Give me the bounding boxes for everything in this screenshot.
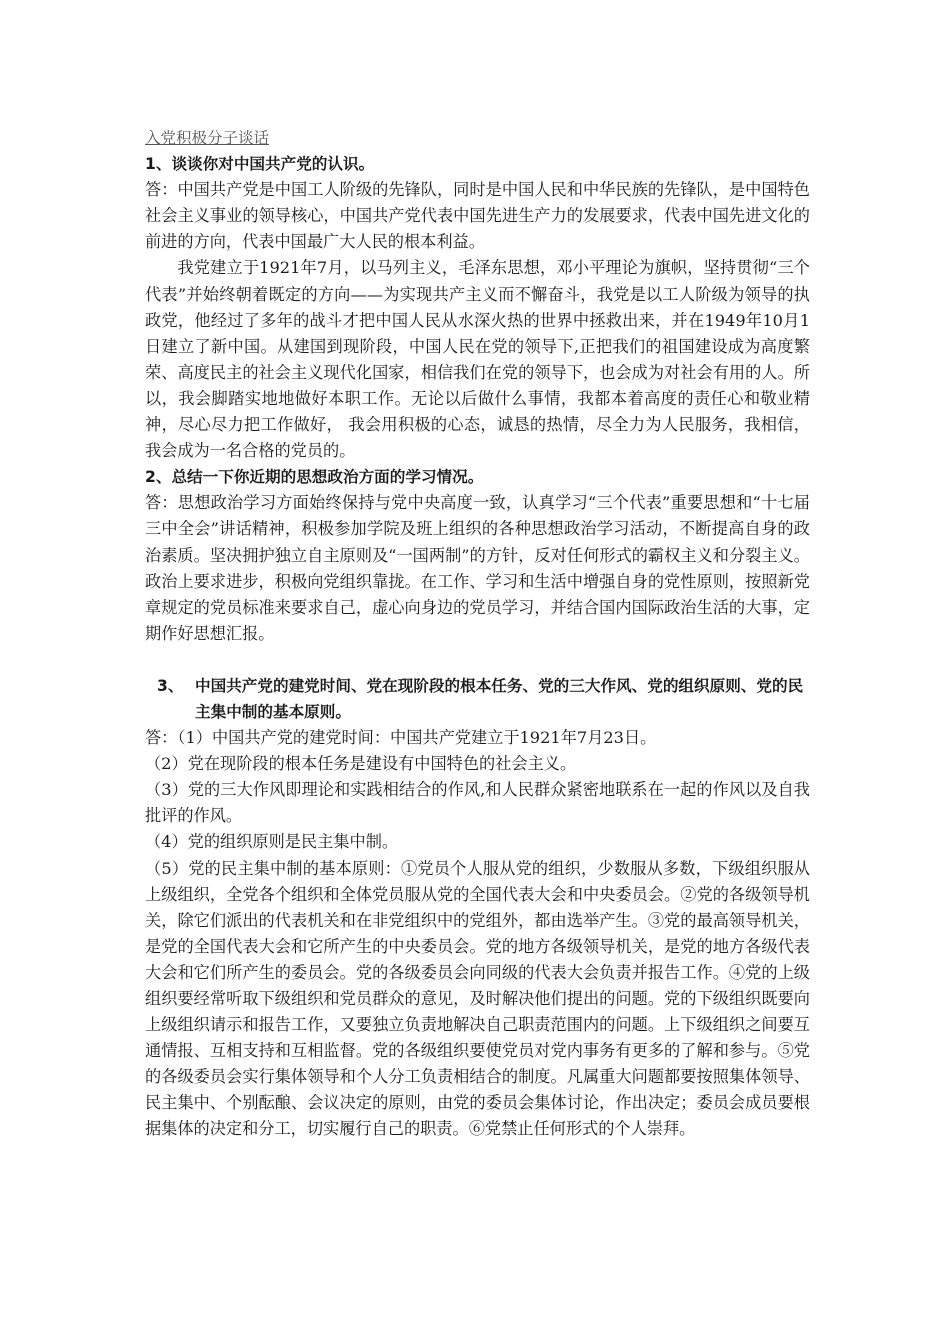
- document-page: [145, 125, 810, 1143]
- document-title: 入党积极分子谈话: [145, 129, 270, 147]
- question-3-number: 3、: [157, 676, 184, 695]
- question-3-heading-text: 中国共产党的建党时间、党在现阶段的根本任务、党的三大作风、党的组织原则、党的民主集中制的基本原则。: [195, 676, 804, 721]
- question-2-answer: 答：思想政治学习方面始终保持与党中央高度一致，认真学习“三个代表”重要思想和“十七届三中全会”讲话精神，积极参加学院及班上组织的各种思想政治学习活动，不断提高自身的政治素质。坚决拥护独立自主原则及“一国两制”的方针，反对任何形式的霸权主义和分裂主义。政治上要求进步，积极向党组织靠拢。在工作、学习和生活中增强自身的党性原则，按照新党章规定的党员标准来要求自己，虚心向身边的党员学习，并结合国内国际政治生活的大事，定期作好思想汇报。: [145, 493, 810, 643]
- question-3-answer-3: （3）党的三大作风即理论和实践相结合的作风,和人民群众紧密地联系在一起的作风以及自我批评的作风。: [145, 780, 810, 826]
- question-3-answer-5: （5）党的民主集中制的基本原则：①党员个人服从党的组织，少数服从多数，下级组织服从上级组织，全党各个组织和全体党员服从党的全国代表大会和中央委员会。②党的各级领导机关，除它们派出的代表机关和在非党组织中的党组外，都由选举产生。③党的最高领导机关，是党的全国代表大会和它所产生的中央委员会。党的地方各级领导机关，是党的地方各级代表大会和它们所产生的委员会。党的各级委员会向同级的代表大会负责并报告工作。④党的上级组织要经常听取下级组织和党员群众的意见，及时解决他们提出的问题。党的下级组织既要向上级组织请示和报告工作，又要独立负责地解决自己职责范围内的问题。上下级组织之间要互通情报、互相支持和互相监督。党的各级组织要使党员对党内事务有更多的了解和参与。⑤党的各级委员会实行集体领导和个人分工负责相结合的制度。凡属重大问题都要按照集体领导、民主集中、个别酝酿、会议决定的原则，由党的委员会集体讨论，作出决定；委员会成员要根据集体的决定和分工，切实履行自己的职责。⑥党禁止任何形式的个人崇拜。: [145, 858, 810, 1139]
- question-3-answer-1: 答：（1）中国共产党的建党时间：中国共产党建立于1921年7月23日。: [145, 728, 657, 748]
- question-3-answer-4: （4）党的组织原则是民主集中制。: [145, 832, 399, 852]
- question-3-heading: [145, 673, 810, 725]
- question-3-answer-2: （2）党在现阶段的根本任务是建设有中国特色的社会主义。: [145, 754, 577, 774]
- question-1-answer-paragraph-1: 答：中国共产党是中国工人阶级的先锋队，同时是中国人民和中华民族的先锋队，是中国特色社会主义事业的领导核心，中国共产党代表中国先进生产力的发展要求，代表中国先进文化的前进的方向，代表中国最广大人民的根本利益。: [145, 180, 810, 252]
- question-1-heading: 1、谈谈你对中国共产党的认识。: [145, 155, 375, 174]
- question-2-heading: 2、总结一下你近期的思想政治方面的学习情况。: [145, 468, 484, 487]
- question-1-answer-paragraph-2: 我党建立于1921年7月，以马列主义，毛泽东思想，邓小平理论为旗帜，坚持贯彻“三个代表”并始终朝着既定的方向——为实现共产主义而不懈奋斗，我党是以工人阶级为领导的执政党，他经过了多年的战斗才把中国人民从水深火热的世界中拯救出来，并在1949年10月1日建立了新中国。从建国到现阶段，中国人民在党的领导下,正把我们的祖国建设成为高度繁荣、高度民主的社会主义现代化国家，相信我们在党的领导下，也会成为对社会有用的人。所以，我会脚踏实地地做好本职工作。无论以后做什么事情，我都本着高度的责任心和敬业精神，尽心尽力把工作做好， 我会用积极的心态，诚恳的热情，尽全力为人民服务，我相信，我会成为一名合格的党员的。: [145, 258, 810, 461]
